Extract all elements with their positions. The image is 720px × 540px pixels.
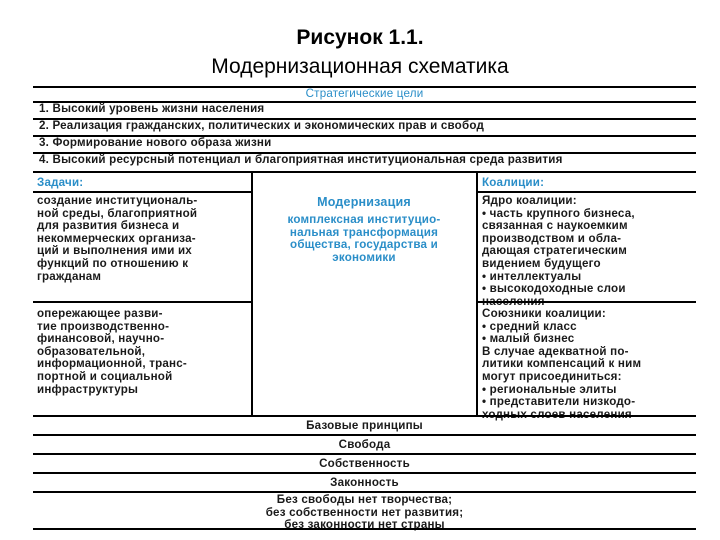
modernization-title: Модернизация	[317, 195, 411, 209]
principle-property: Собственность	[33, 455, 696, 474]
modernization-description: комплексная институцио- нальная трансформация общества, государства и экономики	[287, 213, 441, 264]
figure-number: Рисунок 1.1.	[296, 26, 424, 49]
coalitions-header: Коалиции:	[482, 176, 545, 189]
modernization-scheme	[33, 86, 696, 530]
strategic-goal-4: 4. Высокий ресурсный потенциал и благоприятная институциональная среда развития	[33, 154, 696, 173]
principles-motto: Без свободы нет творчества; без собственности нет развития; без законности нет страны	[265, 493, 464, 532]
strategic-goals-header	[33, 86, 696, 103]
column-divider-right	[476, 173, 478, 415]
strategic-goal-3: 3. Формирование нового образа жизни	[33, 137, 696, 154]
task-institutional-environment: создание институциональ- ной среды, благоприятной для развития бизнеса и некоммерческих организа- ций и выполнения ими их функций по отношению к гражданам	[37, 194, 198, 283]
coalition-core: Ядро коалиции: • часть крупного бизнеса, связанная с наукоемким производством и обла- дающая стратегическим видением будущего • интеллектуалы • высокодоходные слои	[482, 194, 635, 296]
coalition-allies: Союзники коалиции: • средний класс • малый бизнес В случае адекватной по- литики компенсаций к ним могут присоединиться: • региональные элиты • представители низкодо- ходных слоев населения	[482, 307, 642, 421]
principle-legality: Законность	[33, 474, 696, 493]
strategic-goal-1: 1. Высокий уровень жизни населения	[33, 103, 696, 120]
task-infrastructure: опережающее разви- тие производственно- финансовой, научно- образовательной, информационной, транс- портной и социальной инфраструктуры	[37, 307, 187, 396]
principle-freedom: Свобода	[33, 436, 696, 455]
coalitions-header-divider	[478, 191, 696, 193]
scheme-bottom-border	[33, 528, 696, 530]
tasks-header: Задачи:	[37, 176, 84, 189]
figure-caption: Модернизационная схематика	[211, 55, 509, 78]
principles-header: Базовые принципы	[33, 417, 696, 436]
column-divider-left	[251, 173, 253, 415]
strategic-goal-2: 2. Реализация гражданских, политических и экономических прав и свобод	[33, 120, 696, 137]
tasks-divider	[33, 301, 251, 303]
coalitions-divider	[478, 301, 696, 303]
tasks-header-divider	[33, 191, 251, 193]
strategic-goals-header-text: Стратегические цели	[305, 87, 424, 100]
